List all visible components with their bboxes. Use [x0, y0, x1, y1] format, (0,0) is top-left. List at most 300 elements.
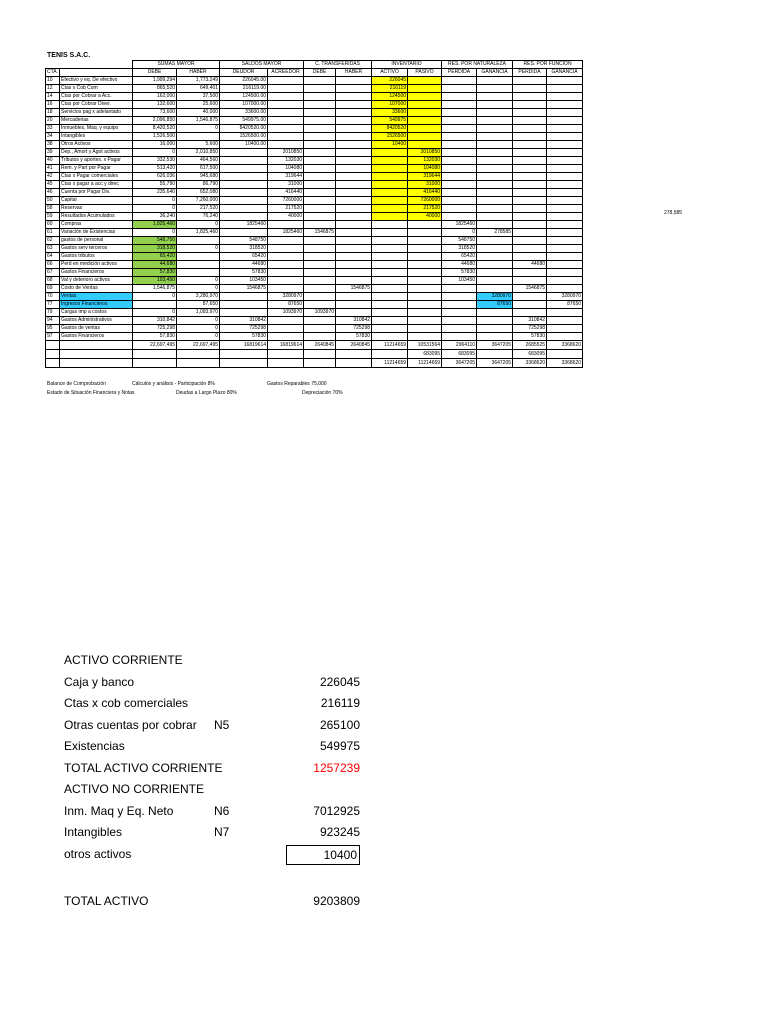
account-code: 34	[46, 133, 60, 141]
amount-cell	[408, 309, 442, 317]
amount-cell: 217520	[268, 205, 304, 213]
amount-cell	[372, 293, 408, 301]
amount-cell: 649,401	[177, 85, 220, 93]
amount-cell	[547, 350, 583, 359]
amount-cell	[268, 77, 304, 85]
amount-cell	[336, 141, 372, 149]
amount-cell: 124500	[372, 93, 408, 101]
amount-cell	[513, 117, 547, 125]
amount-cell	[547, 125, 583, 133]
amount-cell: 87650	[547, 301, 583, 309]
amount-cell: 2010850	[268, 149, 304, 157]
amount-cell	[477, 157, 513, 165]
amount-cell: 626,036	[133, 173, 177, 181]
column-header: GANANCIA	[477, 69, 513, 77]
column-header: HABER	[336, 69, 372, 77]
amount-cell	[513, 77, 547, 85]
amount-cell: 31000	[268, 181, 304, 189]
group-header-sumas: SUMAS MAYOR	[133, 61, 220, 69]
amount-cell	[268, 245, 304, 253]
amount-cell	[304, 221, 336, 229]
total-row	[46, 350, 583, 359]
amount-cell	[336, 117, 372, 125]
amount-cell: 1825460	[268, 229, 304, 237]
amount-cell	[408, 317, 442, 325]
account-code: 40	[46, 157, 60, 165]
amount-cell	[372, 189, 408, 197]
amount-cell: 3280970	[547, 293, 583, 301]
amount-cell: 1546875	[336, 285, 372, 293]
amount-cell	[477, 197, 513, 205]
bs-line	[64, 801, 364, 823]
account-name: Efectivo y eq. De efectivo	[60, 77, 133, 85]
column-header: PERDIDA	[442, 69, 477, 77]
amount-cell	[408, 117, 442, 125]
account-row	[46, 77, 583, 85]
amount-cell: 44680	[513, 261, 547, 269]
account-code: 68	[46, 277, 60, 285]
bs-label: Intangibles	[64, 825, 123, 839]
amount-cell	[304, 301, 336, 309]
amount-cell	[547, 229, 583, 237]
amount-cell	[372, 157, 408, 165]
amount-cell: 216119	[372, 85, 408, 93]
amount-cell	[304, 350, 336, 359]
amount-cell: 683095	[408, 350, 442, 359]
amount-cell: 1,999,294	[133, 77, 177, 85]
amount-cell	[372, 285, 408, 293]
amount-cell	[268, 317, 304, 325]
amount-cell	[477, 77, 513, 85]
amount-cell	[547, 173, 583, 181]
amount-cell	[336, 269, 372, 277]
amount-cell	[372, 213, 408, 221]
column-header: PASIVO	[408, 69, 442, 77]
amount-cell: 0	[177, 333, 220, 341]
amount-cell: 683095	[442, 350, 477, 359]
amount-cell	[336, 221, 372, 229]
amount-cell	[372, 309, 408, 317]
amount-cell	[268, 261, 304, 269]
amount-cell: 3,280,970	[177, 293, 220, 301]
amount-cell	[477, 165, 513, 173]
amount-cell	[442, 189, 477, 197]
column-header: DEBE	[304, 69, 336, 77]
amount-cell: 57,830	[133, 269, 177, 277]
account-row	[46, 197, 583, 205]
amount-cell	[547, 133, 583, 141]
amount-cell: 11214659	[372, 341, 408, 350]
bs-label: Inm. Maq y Eq. Neto	[64, 803, 174, 818]
amount-cell	[336, 165, 372, 173]
footer-note: Deudas a Largo Plazo 80%	[176, 390, 237, 396]
amount-cell	[372, 350, 408, 359]
amount-cell: 0	[177, 285, 220, 293]
amount-cell	[372, 229, 408, 237]
amount-cell	[304, 277, 336, 285]
amount-cell	[477, 221, 513, 229]
amount-cell	[547, 221, 583, 229]
account-row	[46, 245, 583, 253]
amount-cell: 549975.00	[220, 117, 268, 125]
amount-cell: 107000.00	[220, 101, 268, 109]
amount-cell	[268, 359, 304, 368]
account-row	[46, 293, 583, 301]
amount-cell	[220, 149, 268, 157]
account-row	[46, 125, 583, 133]
amount-cell: 3280970	[477, 293, 513, 301]
amount-cell	[336, 173, 372, 181]
amount-cell	[177, 359, 220, 368]
column-header: DEUDOR	[220, 69, 268, 77]
amount-cell: 44680	[442, 261, 477, 269]
amount-cell	[133, 350, 177, 359]
amount-cell	[513, 133, 547, 141]
account-row	[46, 173, 583, 181]
amount-cell: 16,000	[133, 141, 177, 149]
amount-cell	[513, 293, 547, 301]
amount-cell: 33600	[372, 109, 408, 117]
column-header: GANANCIA	[547, 69, 583, 77]
amount-cell	[336, 77, 372, 85]
amount-cell	[220, 359, 268, 368]
amount-cell	[408, 93, 442, 101]
amount-cell	[304, 77, 336, 85]
amount-cell	[547, 149, 583, 157]
amount-cell: 2,010,850	[177, 149, 220, 157]
amount-cell	[304, 173, 336, 181]
bs-line	[64, 822, 364, 844]
amount-cell: 3368620	[513, 359, 547, 368]
amount-cell: 65,420	[133, 253, 177, 261]
amount-cell	[304, 205, 336, 213]
amount-cell	[513, 189, 547, 197]
amount-cell	[336, 261, 372, 269]
amount-cell	[442, 101, 477, 109]
amount-cell	[477, 277, 513, 285]
amount-cell	[133, 359, 177, 368]
amount-cell	[408, 333, 442, 341]
account-row	[46, 117, 583, 125]
bs-total-value: 1257239	[313, 760, 360, 775]
account-name: Dep., Amort y Agot activos	[60, 149, 133, 157]
amount-cell: 57830	[442, 269, 477, 277]
amount-cell	[477, 173, 513, 181]
amount-cell	[220, 350, 268, 359]
bs-line	[64, 758, 364, 780]
amount-cell: 217520	[408, 205, 442, 213]
total-row	[46, 359, 583, 368]
amount-cell	[513, 221, 547, 229]
amount-cell	[442, 173, 477, 181]
bs-total-label: TOTAL ACTIVO CORRIENTE	[64, 760, 223, 775]
amount-cell: 57830	[336, 333, 372, 341]
amount-cell: 513,420	[133, 165, 177, 173]
footer-note: Depreciación 70%	[302, 390, 343, 396]
amount-cell	[408, 133, 442, 141]
amount-cell: 57,830	[133, 333, 177, 341]
amount-cell	[304, 101, 336, 109]
amount-cell: 132030	[268, 157, 304, 165]
amount-cell	[304, 85, 336, 93]
account-name: Reservas	[60, 205, 133, 213]
amount-cell	[336, 245, 372, 253]
account-code: 66	[46, 261, 60, 269]
amount-cell	[304, 165, 336, 173]
amount-cell: 40000	[408, 213, 442, 221]
amount-cell: 37,500	[177, 93, 220, 101]
amount-cell	[477, 237, 513, 245]
account-row	[46, 229, 583, 237]
account-name: Val y deterioro activos	[60, 277, 133, 285]
amount-cell: 318,520	[133, 245, 177, 253]
amount-cell: 33600.00	[220, 109, 268, 117]
account-row	[46, 93, 583, 101]
amount-cell: 0	[133, 149, 177, 157]
amount-cell	[513, 269, 547, 277]
amount-cell: 318520	[220, 245, 268, 253]
amount-cell	[442, 149, 477, 157]
amount-cell: 76,240	[177, 213, 220, 221]
amount-cell	[547, 245, 583, 253]
amount-cell: 1,825,460	[133, 221, 177, 229]
amount-cell: 2964110	[442, 341, 477, 350]
amount-cell	[408, 269, 442, 277]
amount-cell: 0	[177, 221, 220, 229]
amount-cell	[177, 237, 220, 245]
amount-cell: 0	[133, 205, 177, 213]
group-header-transferidas: C. TRANSFERIDAS	[304, 61, 372, 69]
bs-grand-total	[64, 891, 364, 913]
amount-cell: 0	[177, 277, 220, 285]
account-row	[46, 221, 583, 229]
amount-cell	[547, 77, 583, 85]
amount-cell	[408, 229, 442, 237]
amount-cell	[442, 109, 477, 117]
account-name: Mercaderias	[60, 117, 133, 125]
group-header-naturaleza: RES. POR NATURALEZA	[442, 61, 513, 69]
amount-cell: 65420	[442, 253, 477, 261]
amount-cell: 217,520	[177, 205, 220, 213]
amount-cell	[442, 117, 477, 125]
amount-cell	[408, 285, 442, 293]
amount-cell	[513, 197, 547, 205]
amount-cell	[220, 301, 268, 309]
amount-cell	[304, 93, 336, 101]
account-code: 59	[46, 213, 60, 221]
bs-section-heading	[64, 779, 364, 801]
amount-cell	[304, 213, 336, 221]
amount-cell	[513, 157, 547, 165]
account-name: Compras	[60, 221, 133, 229]
amount-cell: 8,420,520	[133, 125, 177, 133]
amount-cell	[477, 117, 513, 125]
account-row	[46, 109, 583, 117]
amount-cell	[513, 301, 547, 309]
amount-cell	[372, 325, 408, 333]
account-name: Gastos Administrativos	[60, 317, 133, 325]
bs-label: Otras cuentas por cobrar	[64, 717, 197, 732]
account-code: 41	[46, 165, 60, 173]
amount-cell	[513, 101, 547, 109]
amount-cell	[268, 93, 304, 101]
amount-cell	[220, 197, 268, 205]
amount-cell	[268, 133, 304, 141]
account-row	[46, 309, 583, 317]
amount-cell	[547, 253, 583, 261]
amount-cell: 1526500	[372, 133, 408, 141]
amount-cell	[304, 189, 336, 197]
account-code: 63	[46, 245, 60, 253]
amount-cell	[513, 245, 547, 253]
amount-cell	[268, 333, 304, 341]
amount-cell	[304, 141, 336, 149]
amount-cell	[477, 125, 513, 133]
amount-cell: 1,526,500	[133, 133, 177, 141]
column-header-row	[46, 69, 583, 77]
amount-cell	[547, 325, 583, 333]
amount-cell: 310842	[220, 317, 268, 325]
amount-cell: 104080	[268, 165, 304, 173]
account-name: Ctas por Cobrar a Acc.	[60, 93, 133, 101]
account-name	[60, 350, 133, 359]
column-header	[60, 69, 133, 77]
footer-note: Estado de Situación Financiera y Notas	[47, 390, 135, 396]
amount-cell	[336, 309, 372, 317]
amount-cell	[547, 157, 583, 165]
amount-cell: 0	[442, 229, 477, 237]
amount-cell: 332,530	[133, 157, 177, 165]
amount-cell: 318520	[442, 245, 477, 253]
amount-cell	[336, 157, 372, 165]
amount-cell	[547, 261, 583, 269]
amount-cell: 226045.00	[220, 77, 268, 85]
amount-cell	[442, 285, 477, 293]
amount-cell: 5,600	[177, 141, 220, 149]
amount-cell: 725298	[336, 325, 372, 333]
amount-cell	[442, 141, 477, 149]
amount-cell	[477, 245, 513, 253]
amount-cell	[442, 85, 477, 93]
amount-cell: 55,790	[133, 181, 177, 189]
amount-cell: 617,500	[177, 165, 220, 173]
amount-cell	[477, 317, 513, 325]
amount-cell	[304, 237, 336, 245]
amount-cell	[547, 165, 583, 173]
bs-value: 265100	[319, 717, 360, 732]
amount-cell	[268, 277, 304, 285]
account-name: Capital	[60, 197, 133, 205]
account-name: Gastos Financieros	[60, 269, 133, 277]
amount-cell	[477, 149, 513, 157]
bs-note: N7	[214, 825, 230, 839]
amount-cell	[268, 141, 304, 149]
amount-cell: 548,750	[133, 237, 177, 245]
amount-cell	[372, 253, 408, 261]
amount-cell: 132030	[408, 157, 442, 165]
account-name: Variación de Existencias	[60, 229, 133, 237]
amount-cell	[304, 269, 336, 277]
bs-section-heading	[64, 650, 364, 672]
amount-cell	[372, 181, 408, 189]
amount-cell: 3647205	[477, 341, 513, 350]
amount-cell	[547, 277, 583, 285]
account-name: Gastos tributos	[60, 253, 133, 261]
account-row	[46, 141, 583, 149]
balance-sheet	[64, 650, 364, 908]
account-code: 39	[46, 149, 60, 157]
account-code: 58	[46, 205, 60, 213]
group-header-row	[46, 61, 583, 69]
amount-cell	[304, 359, 336, 368]
amount-cell	[372, 245, 408, 253]
account-name: gastos de personal	[60, 237, 133, 245]
amount-cell: 0	[177, 125, 220, 133]
amount-cell	[442, 157, 477, 165]
account-code	[46, 350, 60, 359]
amount-cell	[268, 269, 304, 277]
amount-cell: 3368620	[547, 359, 583, 368]
amount-cell	[513, 165, 547, 173]
amount-cell: 310842	[336, 317, 372, 325]
account-name: Ctas x Cob Com	[60, 85, 133, 93]
amount-cell: 235,640	[133, 189, 177, 197]
amount-cell	[268, 253, 304, 261]
account-name	[60, 341, 133, 350]
amount-cell	[408, 325, 442, 333]
amount-cell	[547, 213, 583, 221]
account-row	[46, 301, 583, 309]
amount-cell: 10400.00	[220, 141, 268, 149]
account-row	[46, 189, 583, 197]
account-row	[46, 285, 583, 293]
amount-cell	[408, 277, 442, 285]
amount-cell	[372, 149, 408, 157]
bs-total-activo-label: TOTAL ACTIVO	[64, 894, 149, 908]
account-row	[46, 85, 583, 93]
amount-cell	[513, 309, 547, 317]
amount-cell	[547, 205, 583, 213]
bs-value: 7012925	[313, 803, 360, 818]
amount-cell	[547, 93, 583, 101]
amount-cell: 40,000	[177, 109, 220, 117]
amount-cell	[513, 149, 547, 157]
account-name: Ventas	[60, 293, 133, 301]
bs-note: N6	[214, 803, 230, 818]
amount-cell: 1,546,875	[133, 285, 177, 293]
amount-cell	[220, 181, 268, 189]
column-header: CTA.	[47, 69, 59, 75]
amount-cell	[547, 181, 583, 189]
amount-cell: 3647205	[477, 359, 513, 368]
amount-cell	[336, 229, 372, 237]
amount-cell	[220, 189, 268, 197]
account-name: Ctas por Cobrar Diver.	[60, 101, 133, 109]
amount-cell	[220, 293, 268, 301]
amount-cell	[268, 285, 304, 293]
amount-cell: 107000	[372, 101, 408, 109]
amount-cell	[547, 141, 583, 149]
amount-cell: 2685525	[513, 341, 547, 350]
amount-cell: 0	[133, 229, 177, 237]
amount-cell	[372, 317, 408, 325]
amount-cell	[220, 165, 268, 173]
bs-label: otros activos	[64, 846, 132, 861]
account-row	[46, 101, 583, 109]
amount-cell	[477, 269, 513, 277]
bs-line	[64, 715, 364, 737]
amount-cell	[220, 205, 268, 213]
